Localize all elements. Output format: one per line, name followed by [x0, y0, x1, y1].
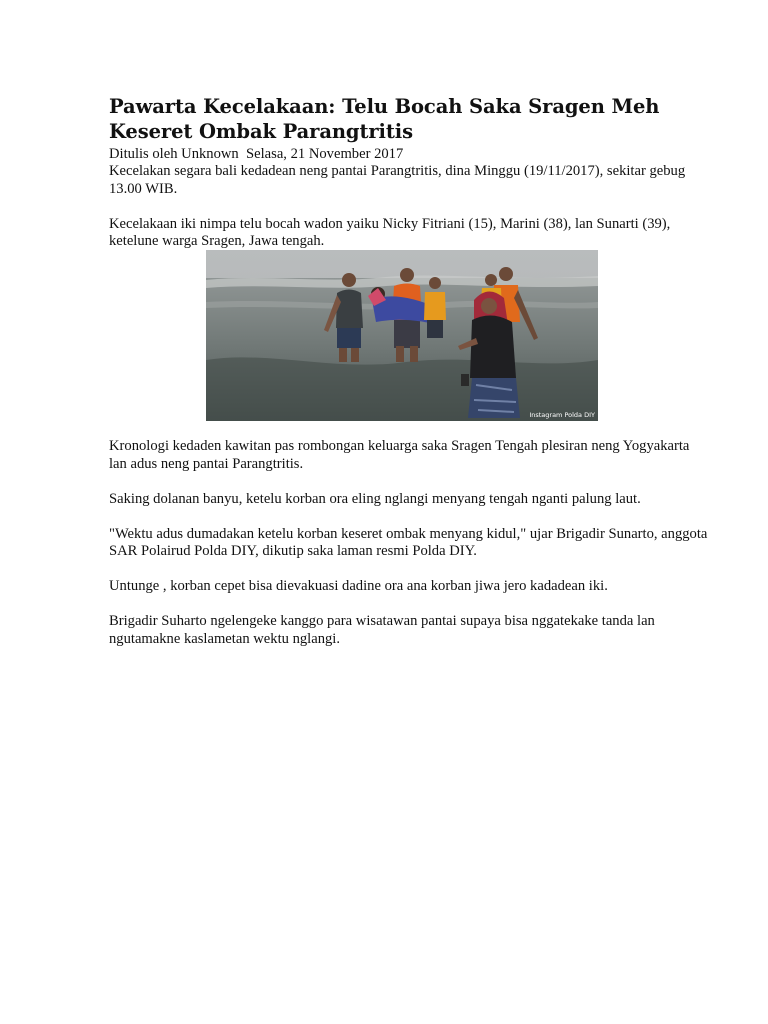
rescue-photo: [206, 250, 598, 421]
paragraph-playing: Saking dolanan banyu, ketelu korban ora eling nglangi menyang tengah nganti palung laut.: [109, 490, 641, 507]
paragraph-quote: "Wektu adus dumadakan ketelu korban keseret ombak menyang kidul," ujar Brigadir Sunarto, anggota SAR Polairud Polda DIY, dikutip saka laman resmi Polda DIY.: [109, 525, 708, 559]
intro-paragraph: Kecelakan segara bali kedadean neng pantai Parangtritis, dina Minggu (19/11/2017), sekitar gebug 13.00 WIB.: [109, 163, 686, 197]
paragraph-evacuated: Untunge , korban cepet bisa dievakuasi dadine ora ana korban jiwa jero kadadean iki.: [109, 578, 608, 594]
article-title: Pawarta Kecelakaan: Telu Bocah Saka Sragen Meh Keseret Ombak Parangtritis: [109, 95, 660, 143]
photo-watermark: Instagram Polda DIY: [529, 411, 595, 419]
paragraph-chronology: Kronologi kedaden kawitan pas rombongan keluarga saka Sragen Tengah plesiran neng Yogyakarta lan adus neng pantai Parangtritis.: [109, 438, 690, 472]
article: [109, 94, 699, 251]
paragraph-victims: Kecelakaan iki nimpa telu bocah wadon yaiku Nicky Fitriani (15), Marini (38), lan Sunarti (39), ketelune warga Sragen, Jawa tengah.: [109, 215, 671, 249]
article-body: [109, 438, 709, 648]
paragraph-warning: Brigadir Suharto ngelengeke kanggo para wisatawan pantai supaya bisa nggatekake tanda lan ngutamakne kaslametan wektu nglangi.: [109, 613, 655, 647]
article-byline: Ditulis oleh Unknown Selasa, 21 November 2017: [109, 146, 404, 162]
